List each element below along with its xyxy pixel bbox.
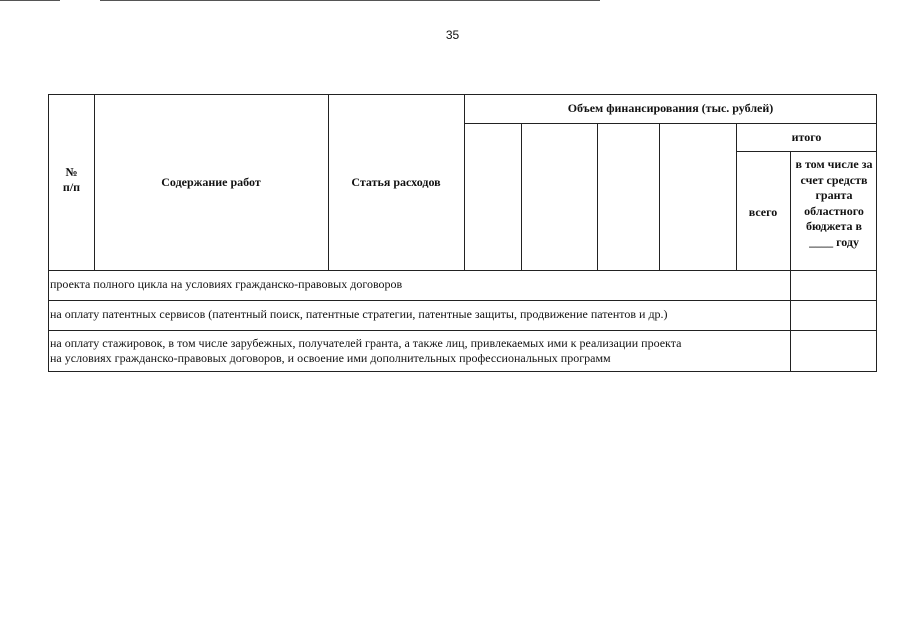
col-header-itogo: итого — [791, 130, 822, 144]
row-text-line: на условиях гражданско-правовых договоров, и освоение ими дополнительных профессиональных программ — [50, 351, 611, 365]
grid-line — [49, 330, 877, 331]
table-row — [50, 336, 681, 366]
scan-edge-line — [0, 0, 60, 1]
grid-line — [736, 151, 877, 152]
col-header-number: № п/п — [62, 165, 81, 194]
scan-edge-line — [100, 0, 600, 1]
grid-line — [736, 123, 737, 270]
col-header-vsego: всего — [748, 205, 778, 219]
grid-line — [49, 300, 877, 301]
col-header-grant-share: в том числе за счет средств гранта областного бюджета в ____ году — [795, 157, 873, 249]
grid-line — [790, 151, 791, 372]
grid-line — [521, 123, 522, 270]
grid-line — [659, 123, 660, 270]
table-row — [50, 277, 402, 292]
col-header-content: Содержание работ — [161, 175, 261, 189]
col-header-article: Статья расходов — [351, 175, 441, 189]
grid-line — [464, 123, 877, 124]
grid-line — [464, 95, 465, 270]
row-text-line: на оплату патентных сервисов (патентный поиск, патентные стратегии, патентные защиты, продвижение патентов и др.) — [50, 307, 668, 321]
row-text-line: на оплату стажировок, в том числе зарубежных, получателей гранта, а также лиц, привлекаемых ими к реализации проекта — [50, 336, 682, 350]
grid-line — [597, 123, 598, 270]
table-row — [50, 307, 668, 322]
col-header-funding: Объем финансирования (тыс. рублей) — [567, 101, 774, 115]
page-number: 35 — [445, 28, 460, 42]
grid-line — [49, 270, 877, 271]
financing-table — [48, 94, 877, 372]
row-text-line: проекта полного цикла на условиях гражданско-правовых договоров — [50, 277, 403, 291]
